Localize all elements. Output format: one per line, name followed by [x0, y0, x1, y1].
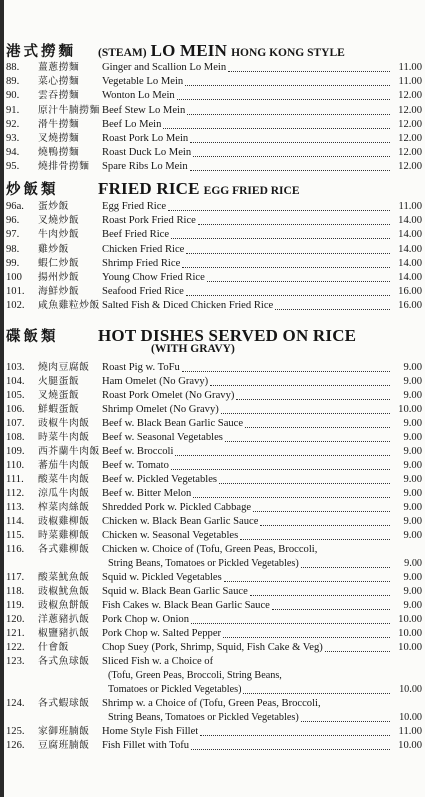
dot-leader	[221, 403, 390, 414]
dot-leader	[185, 75, 390, 86]
menu-item	[6, 243, 422, 257]
dot-leader	[168, 200, 390, 211]
dot-leader	[301, 711, 390, 722]
section-title-en: FRIED RICE	[98, 179, 200, 198]
item-number: 114.	[6, 516, 25, 527]
dot-leader	[225, 431, 390, 442]
item-number: 111.	[6, 474, 24, 485]
item-name: Beef w. Bitter Melon	[102, 488, 192, 499]
item-name: Beef Stew Lo Mein	[102, 104, 186, 116]
section-header-fried-rice	[6, 178, 422, 198]
dot-leader	[250, 585, 390, 596]
item-name: Roast Pork Fried Rice	[102, 215, 196, 227]
item-name: Beef w. Tomato	[102, 460, 169, 471]
item-price: 11.00	[398, 62, 422, 73]
item-number: 121.	[6, 628, 25, 639]
dot-leader	[190, 160, 390, 171]
item-name: Ginger and Scallion Lo Mein	[102, 62, 227, 73]
item-name: Roast Pork Omelet (No Gravy)	[102, 390, 235, 401]
item-name: Pork Chop w. Salted Pepper	[102, 628, 222, 639]
item-price: 9.00	[403, 460, 422, 471]
item-price: 10.00	[398, 628, 422, 639]
dot-leader	[191, 613, 390, 624]
menu-item	[6, 61, 422, 75]
item-price: 9.00	[403, 586, 422, 597]
item-name-zh: 酸菜牛肉飯	[38, 474, 90, 485]
item-name: Beef Fried Rice	[102, 229, 170, 241]
item-price: 12.00	[398, 161, 422, 173]
item-name: Chicken w. Choice of (Tofu, Green Peas, Broccoli,	[102, 544, 318, 555]
item-price: 11.00	[398, 76, 422, 88]
item-name: Beef Lo Mein	[102, 118, 162, 130]
item-number: 120.	[6, 614, 25, 625]
item-price: 14.00	[398, 215, 422, 227]
menu-item	[6, 543, 422, 557]
item-description: String Beans, Tomatoes or Pickled Vegetables)	[108, 558, 299, 569]
item-price: 16.00	[398, 286, 422, 298]
dot-leader	[190, 132, 390, 143]
item-name-zh: 揚州炒飯	[38, 272, 80, 283]
section-subtitle: (WITH GRAVY)	[151, 343, 235, 355]
dot-leader	[171, 459, 390, 470]
menu-item	[6, 613, 422, 627]
dot-leader	[200, 725, 390, 736]
menu-item	[6, 585, 422, 599]
menu-item	[6, 599, 422, 613]
item-name: Beef w. Broccoli	[102, 446, 174, 457]
section-title-en: HOT DISHES SERVED ON RICE	[98, 326, 357, 345]
dot-leader	[182, 361, 390, 372]
item-name: Beef w. Seasonal Vegetables	[102, 432, 223, 443]
item-number: 105.	[6, 390, 25, 401]
menu-item	[6, 739, 422, 753]
item-number: 119.	[6, 600, 25, 611]
item-name-zh: 原汁牛腩撈麵	[38, 104, 100, 116]
menu-item	[6, 257, 422, 271]
item-name-zh: 薑蔥撈麵	[38, 62, 80, 73]
item-name: Beef w. Black Bean Garlic Sauce	[102, 418, 244, 429]
item-name-zh: 叉燒蛋飯	[38, 390, 80, 401]
item-name-zh: 豉椒牛肉飯	[38, 418, 90, 429]
menu-item	[6, 697, 422, 711]
dot-leader	[187, 104, 390, 115]
item-price: 11.00	[398, 726, 422, 737]
item-number: 110.	[6, 460, 25, 471]
item-number: 113.	[6, 502, 25, 513]
item-name-zh: 豉椒魷魚飯	[38, 586, 90, 597]
item-description-line	[108, 711, 422, 725]
item-name-zh: 各式雞柳飯	[38, 544, 90, 555]
item-price: 10.00	[398, 404, 422, 415]
section-title-prefix: (STEAM)	[98, 47, 147, 59]
menu-item	[6, 487, 422, 501]
dot-leader	[186, 243, 390, 254]
dot-leader	[177, 89, 390, 100]
item-name: Chicken w. Black Bean Garlic Sauce	[102, 516, 259, 527]
item-price: 10.00	[398, 614, 422, 625]
item-number: 109.	[6, 446, 25, 457]
item-number: 97.	[6, 229, 20, 241]
item-name-zh: 豆腐班腩飯	[38, 740, 90, 751]
item-name-zh: 叉燒炒飯	[38, 215, 80, 227]
menu-item	[6, 725, 422, 739]
item-description-line	[108, 557, 422, 571]
item-number: 108.	[6, 432, 25, 443]
menu-item	[6, 104, 422, 118]
menu-item	[6, 361, 422, 375]
item-name: Squid w. Pickled Vegetables	[102, 572, 222, 583]
section-title-zh: 炒飯類	[6, 182, 59, 198]
item-name-zh: 各式蝦球飯	[38, 698, 90, 709]
item-number: 112.	[6, 488, 25, 499]
item-number: 103.	[6, 362, 25, 373]
dot-leader	[243, 683, 390, 694]
item-number: 94.	[6, 147, 20, 159]
item-price: 9.00	[403, 488, 422, 499]
menu-page	[6, 0, 422, 797]
item-price: 10.00	[398, 740, 422, 751]
menu-item	[6, 132, 422, 146]
item-name-zh: 酸菜魷魚飯	[38, 572, 90, 583]
item-description-line	[108, 669, 422, 683]
item-number: 115.	[6, 530, 25, 541]
dot-leader	[301, 557, 390, 568]
item-price: 9.00	[403, 446, 422, 457]
item-price: 11.00	[398, 201, 422, 212]
item-name-zh: 豉椒雞柳飯	[38, 516, 90, 527]
item-number: 122.	[6, 642, 25, 653]
dot-leader	[223, 627, 390, 638]
item-name-zh: 牛肉炒飯	[38, 229, 80, 241]
menu-item	[6, 160, 422, 174]
item-name: Chicken Fried Rice	[102, 243, 185, 255]
item-name: Young Chow Fried Rice	[102, 272, 205, 283]
menu-item	[6, 389, 422, 403]
menu-item	[6, 118, 422, 132]
item-number: 100	[6, 272, 22, 283]
item-name: Spare Ribs Lo Mein	[102, 161, 188, 173]
item-name: Egg Fried Rice	[102, 201, 167, 212]
item-name-zh: 菜心撈麵	[38, 76, 80, 88]
section-header-hot-dishes	[6, 325, 422, 345]
item-number: 95.	[6, 161, 20, 173]
item-name-zh: 時菜牛肉飯	[38, 432, 90, 443]
item-name-zh: 豉椒魚餅飯	[38, 600, 90, 611]
dot-leader	[191, 739, 390, 750]
item-price: 12.00	[398, 104, 422, 116]
item-number: 96.	[6, 215, 20, 227]
dot-leader	[253, 501, 390, 512]
menu-item	[6, 271, 422, 285]
item-price: 9.00	[403, 362, 422, 373]
item-price: 14.00	[398, 229, 422, 241]
item-name-zh: 燒排骨撈麵	[38, 161, 90, 173]
item-number: 106.	[6, 404, 25, 415]
item-price: 9.00	[404, 558, 422, 569]
menu-item	[6, 445, 422, 459]
section-title-zh: 碟飯類	[6, 329, 59, 345]
menu-item	[6, 515, 422, 529]
item-number: 125.	[6, 726, 25, 737]
item-name: Roast Pork Lo Mein	[102, 133, 189, 144]
item-name-zh: 什會飯	[38, 642, 69, 653]
item-name: Wonton Lo Mein	[102, 90, 175, 102]
item-name: Sliced Fish w. a Choice of	[102, 656, 214, 667]
item-description: Tomatoes or Pickled Vegetables)	[108, 684, 242, 695]
item-name: Shrimp w. a Choice of (Tofu, Green Peas, Broccoli,	[102, 698, 321, 709]
dot-leader	[325, 641, 390, 652]
menu-item	[6, 75, 422, 89]
dot-leader	[236, 389, 390, 400]
item-price: 9.00	[403, 432, 422, 443]
item-name-zh: 榨菜肉絲飯	[38, 502, 90, 513]
item-name: Pork Chop w. Onion	[102, 614, 190, 625]
item-name: Seafood Fried Rice	[102, 286, 184, 298]
menu-item	[6, 459, 422, 473]
item-price: 9.00	[403, 530, 422, 541]
item-name: Vegetable Lo Mein	[102, 76, 184, 88]
menu-item	[6, 627, 422, 641]
dot-leader	[260, 515, 390, 526]
item-description: String Beans, Tomatoes or Pickled Vegetables)	[108, 712, 299, 723]
menu-item	[6, 200, 422, 214]
menu-item	[6, 403, 422, 417]
dot-leader	[193, 487, 390, 498]
dot-leader	[207, 271, 390, 282]
item-number: 91.	[6, 104, 20, 116]
section-title-suffix: EGG FRIED RICE	[203, 185, 300, 197]
item-name: Chop Suey (Pork, Shrimp, Squid, Fish Cake & Veg)	[102, 642, 323, 653]
page-edge	[0, 0, 4, 797]
item-name-zh: 海鮮炒飯	[38, 286, 80, 298]
item-price: 16.00	[398, 300, 422, 312]
item-number: 99.	[6, 257, 20, 269]
item-number: 126.	[6, 740, 25, 751]
dot-leader	[175, 445, 390, 456]
menu-item	[6, 375, 422, 389]
item-price: 9.00	[403, 376, 422, 387]
item-name: Fish Fillet with Tofu	[102, 740, 190, 751]
menu-item	[6, 285, 422, 299]
item-name-zh: 蕃茄牛肉飯	[38, 460, 90, 471]
item-name-zh: 涼瓜牛肉飯	[38, 488, 90, 499]
menu-item	[6, 529, 422, 543]
item-name: Squid w. Black Bean Garlic Sauce	[102, 586, 248, 597]
item-number: 89.	[6, 76, 20, 88]
section-title-en: LO MEIN	[150, 41, 228, 60]
section-title-zh: 港式撈麵	[6, 44, 76, 60]
item-name-zh: 家御班腩飯	[38, 726, 90, 737]
section-title-suffix: HONG KONG STYLE	[231, 47, 345, 59]
item-number: 123.	[6, 656, 25, 667]
dot-leader	[186, 285, 390, 296]
menu-item	[6, 417, 422, 431]
item-description-line	[108, 683, 422, 697]
item-name-zh: 燒肉豆腐飯	[38, 362, 90, 373]
item-number: 101.	[6, 286, 25, 298]
item-name-zh: 蛋炒飯	[38, 201, 69, 212]
item-name-zh: 咸魚雞粒炒飯	[38, 300, 100, 312]
item-description: (Tofu, Green Peas, Broccoli, String Beans,	[108, 670, 282, 681]
item-price: 12.00	[398, 147, 422, 159]
menu-item	[6, 655, 422, 669]
menu-item	[6, 214, 422, 228]
dot-leader	[198, 214, 390, 225]
item-name-zh: 火腿蛋飯	[38, 376, 80, 387]
item-name-zh: 時菜雞柳飯	[38, 530, 90, 541]
section-header-lo-mein	[6, 40, 422, 60]
item-number: 124.	[6, 698, 25, 709]
item-price: 14.00	[398, 272, 422, 283]
item-name: Shrimp Fried Rice	[102, 257, 181, 269]
item-number: 90.	[6, 90, 20, 102]
dot-leader	[219, 473, 390, 484]
item-name: Salted Fish & Diced Chicken Fried Rice	[102, 300, 274, 312]
menu-item	[6, 501, 422, 515]
menu-item	[6, 641, 422, 655]
menu-item	[6, 431, 422, 445]
item-number: 107.	[6, 418, 25, 429]
menu-item	[6, 146, 422, 160]
dot-leader	[182, 257, 390, 268]
item-name-zh: 各式魚球飯	[38, 656, 90, 667]
dot-leader	[275, 299, 390, 310]
dot-leader	[272, 599, 390, 610]
dot-leader	[210, 375, 390, 386]
item-name-zh: 滑牛撈麵	[38, 118, 80, 130]
item-name: Chicken w. Seasonal Vegetables	[102, 530, 239, 541]
item-price: 9.00	[403, 474, 422, 485]
dot-leader	[224, 571, 390, 582]
item-price: 9.00	[403, 418, 422, 429]
item-price: 10.00	[399, 684, 422, 695]
item-price: 14.00	[398, 243, 422, 255]
item-price: 9.00	[403, 516, 422, 527]
item-number: 92.	[6, 118, 20, 130]
menu-item	[6, 571, 422, 585]
item-number: 88.	[6, 62, 20, 73]
item-name: Roast Pig w. ToFu	[102, 362, 180, 373]
item-price: 9.00	[403, 502, 422, 513]
item-price: 14.00	[398, 257, 422, 269]
item-number: 116.	[6, 544, 25, 555]
item-name-zh: 洋蔥豬扒飯	[38, 614, 90, 625]
dot-leader	[171, 228, 390, 239]
item-name-zh: 鮮蝦蛋飯	[38, 404, 80, 415]
item-name: Home Style Fish Fillet	[102, 726, 199, 737]
item-number: 93.	[6, 133, 20, 144]
item-name: Shrimp Omelet (No Gravy)	[102, 404, 219, 415]
item-price: 9.00	[403, 600, 422, 611]
menu-item	[6, 299, 422, 313]
item-price: 12.00	[398, 133, 422, 144]
item-number: 118.	[6, 586, 25, 597]
item-price: 10.00	[399, 712, 422, 723]
dot-leader	[163, 118, 390, 129]
item-number: 117.	[6, 572, 25, 583]
item-price: 10.00	[398, 642, 422, 653]
item-number: 102.	[6, 300, 25, 312]
item-name: Shredded Pork w. Pickled Cabbage	[102, 502, 252, 513]
dot-leader	[240, 529, 390, 540]
item-price: 12.00	[398, 90, 422, 102]
item-name-zh: 椒鹽豬扒飯	[38, 628, 90, 639]
item-name: Ham Omelet (No Gravy)	[102, 376, 209, 387]
item-name: Beef w. Pickled Vegetables	[102, 474, 218, 485]
menu-item	[6, 473, 422, 487]
item-name-zh: 雞炒飯	[38, 243, 69, 255]
item-name-zh: 雲吞撈麵	[38, 90, 80, 102]
menu-item	[6, 89, 422, 103]
item-name-zh: 叉燒撈麵	[38, 133, 80, 144]
item-name: Roast Duck Lo Mein	[102, 147, 192, 159]
dot-leader	[193, 146, 390, 157]
item-number: 98.	[6, 243, 20, 255]
menu-item	[6, 228, 422, 242]
dot-leader	[228, 61, 390, 72]
item-price: 12.00	[398, 118, 422, 130]
item-price: 9.00	[403, 572, 422, 583]
item-name-zh: 蝦仁炒飯	[38, 257, 80, 269]
item-number: 96a.	[6, 201, 24, 212]
item-name: Fish Cakes w. Black Bean Garlic Sauce	[102, 600, 270, 611]
item-name-zh: 燒鴨撈麵	[38, 147, 80, 159]
dot-leader	[245, 417, 390, 428]
item-price: 9.00	[403, 390, 422, 401]
item-number: 104.	[6, 376, 25, 387]
item-name-zh: 西芥蘭牛肉飯	[38, 446, 100, 457]
